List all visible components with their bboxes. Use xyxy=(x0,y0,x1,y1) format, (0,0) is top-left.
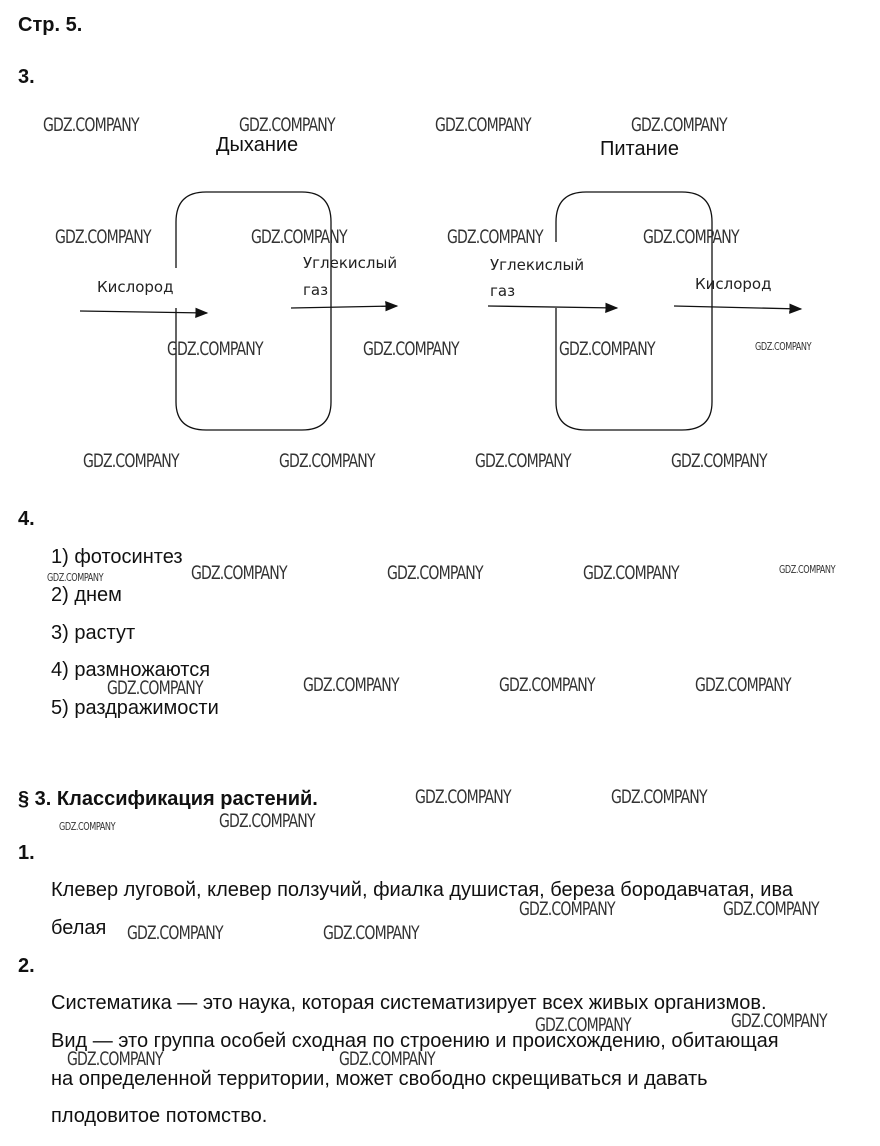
watermark: GDZ.COMPANY xyxy=(279,450,375,472)
nutrition-in-label-1: Углекислый xyxy=(490,256,585,274)
page-header: Стр. 5. xyxy=(18,14,83,36)
watermark: GDZ.COMPANY xyxy=(695,674,791,696)
watermark: GDZ.COMPANY xyxy=(559,338,655,360)
q2-line-2: Вид — это группа особей сходная по строению и происхождению, обитающая xyxy=(51,1030,779,1052)
watermark: GDZ.COMPANY xyxy=(535,1014,631,1036)
watermark: GDZ.COMPANY xyxy=(611,786,707,808)
nutrition-title: Питание xyxy=(600,138,679,160)
watermark: GDZ.COMPANY xyxy=(583,562,679,584)
respiration-out-label-1: Углекислый xyxy=(303,254,398,272)
task4-item-4: 4) размножаются xyxy=(51,659,211,681)
watermark: GDZ.COMPANY xyxy=(755,340,812,353)
q1-line-1: Клевер луговой, клевер ползучий, фиалка душистая, береза бородавчатая, ива xyxy=(51,879,793,901)
q2-number: 2. xyxy=(18,955,35,977)
task3-number: 3. xyxy=(18,66,35,88)
watermark: GDZ.COMPANY xyxy=(167,338,263,360)
respiration-out-label-2: газ xyxy=(303,281,329,299)
section-title: § 3. Классификация растений. xyxy=(18,788,318,810)
task4-number: 4. xyxy=(18,508,35,530)
watermark: GDZ.COMPANY xyxy=(107,677,203,699)
watermark: GDZ.COMPANY xyxy=(643,226,739,248)
respiration-title: Дыхание xyxy=(216,134,299,156)
task4-item-1: 1) фотосинтез xyxy=(51,546,183,568)
watermark: GDZ.COMPANY xyxy=(519,898,615,920)
watermark: GDZ.COMPANY xyxy=(723,898,819,920)
watermark: GDZ.COMPANY xyxy=(447,226,543,248)
nutrition-in-label-2: газ xyxy=(490,282,516,300)
watermark: GDZ.COMPANY xyxy=(55,226,151,248)
watermark: GDZ.COMPANY xyxy=(779,563,836,576)
watermark: GDZ.COMPANY xyxy=(387,562,483,584)
watermark: GDZ.COMPANY xyxy=(59,820,116,833)
watermark: GDZ.COMPANY xyxy=(435,114,531,136)
watermark: GDZ.COMPANY xyxy=(339,1048,435,1070)
q1-line-2: белая xyxy=(51,917,107,939)
watermark: GDZ.COMPANY xyxy=(251,226,347,248)
watermark: GDZ.COMPANY xyxy=(239,114,335,136)
watermark: GDZ.COMPANY xyxy=(475,450,571,472)
watermark: GDZ.COMPANY xyxy=(47,571,104,584)
watermark: GDZ.COMPANY xyxy=(415,786,511,808)
respiration-in-label: Кислород xyxy=(97,278,174,296)
watermark: GDZ.COMPANY xyxy=(323,922,419,944)
watermark: GDZ.COMPANY xyxy=(731,1010,827,1032)
q1-number: 1. xyxy=(18,842,35,864)
watermark: GDZ.COMPANY xyxy=(83,450,179,472)
nutrition-out-arrow xyxy=(674,306,801,309)
q2-line-4: плодовитое потомство. xyxy=(51,1105,268,1127)
watermark: GDZ.COMPANY xyxy=(67,1048,163,1070)
watermark: GDZ.COMPANY xyxy=(671,450,767,472)
watermark: GDZ.COMPANY xyxy=(43,114,139,136)
watermark: GDZ.COMPANY xyxy=(191,562,287,584)
task4-item-3: 3) растут xyxy=(51,622,136,644)
respiration-out-arrow xyxy=(291,306,397,308)
watermark: GDZ.COMPANY xyxy=(303,674,399,696)
watermark: GDZ.COMPANY xyxy=(631,114,727,136)
task4-item-2: 2) днем xyxy=(51,584,122,606)
watermark: GDZ.COMPANY xyxy=(219,810,315,832)
respiration-in-arrow xyxy=(80,311,207,313)
nutrition-out-label: Кислород xyxy=(695,275,772,293)
q2-line-1: Систематика — это наука, которая систематизирует всех живых организмов. xyxy=(51,992,767,1014)
q2-line-3: на определенной территории, может свободно скрещиваться и давать xyxy=(51,1068,708,1090)
task4-item-5: 5) раздражимости xyxy=(51,697,219,719)
watermark: GDZ.COMPANY xyxy=(499,674,595,696)
watermark: GDZ.COMPANY xyxy=(363,338,459,360)
nutrition-in-arrow xyxy=(488,306,617,308)
watermark: GDZ.COMPANY xyxy=(127,922,223,944)
